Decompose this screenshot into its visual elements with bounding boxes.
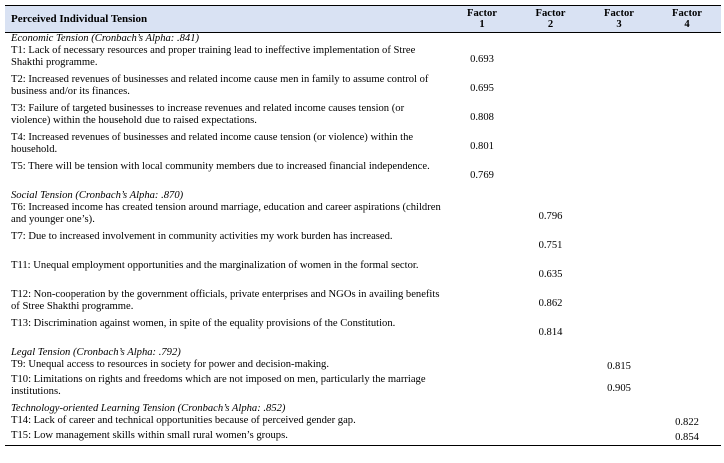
header-label: Perceived Individual Tension [5,6,448,33]
loading-factor-3 [585,415,653,430]
item-text: T5: There will be tension with local community members due to increased financial independence. [11,161,430,172]
group-title: Technology-oriented Learning Tension (Cronbach’s Alpha: .852) [11,403,286,414]
factor-word: Factor [535,8,566,19]
loading-factor-4 [653,318,721,347]
header-factor-4 [653,6,721,33]
loading-factor-4 [653,231,721,260]
header-factor-2 [516,6,585,33]
group-title: Legal Tension (Cronbach’s Alpha: .792) [11,347,181,358]
loading-factor-2 [516,359,585,374]
loading-factor-2 [516,74,585,103]
loading-factor-2 [516,103,585,132]
table-row [5,415,721,430]
loading-factor-2: 0.814 [538,326,563,338]
item-text: T3: Failure of targeted businesses to increase revenues and related income causes tension (or violence) within the household due to raised expectations. [11,103,405,126]
loading-factor-4 [653,103,721,132]
loading-factor-3 [585,45,653,74]
item-text: T6: Increased income has created tension around marriage, education and career aspirations (children and younger one’s). [11,202,441,225]
item-text: T13: Discrimination against women, in spite of the equality provisions of the Constitution. [11,318,396,329]
table-row [5,374,721,403]
loading-factor-4: 0.822 [675,416,699,428]
table-row [5,74,721,103]
loading-factor-2: 0.635 [538,268,563,280]
item-text: T7: Due to increased involvement in community activities my work burden has increased. [11,231,393,242]
loading-factor-1 [448,374,516,403]
loading-factor-4: 0.854 [653,430,721,446]
table-row [5,260,721,289]
loading-factor-3: 0.905 [607,382,631,394]
loading-factor-1 [448,202,516,231]
table-row [5,359,721,374]
factor-word: Factor [672,8,702,19]
loading-factor-4 [653,45,721,74]
loading-factor-3 [585,318,653,347]
loading-factor-2 [516,45,585,74]
loading-factor-1: 0.769 [470,169,494,181]
loading-factor-3 [585,260,653,289]
loading-factor-1: 0.695 [470,82,494,94]
loading-factor-1: 0.808 [470,111,494,123]
loading-factor-4 [653,260,721,289]
table-row [5,231,721,260]
item-text: T2: Increased revenues of businesses and related income cause men in family to assume control of business and/or its finances. [11,74,429,97]
loading-factor-3 [585,430,653,446]
loading-factor-2 [516,415,585,430]
loading-factor-2 [516,430,585,446]
group-heading-row [5,347,721,359]
loading-factor-3 [585,231,653,260]
item-text: T1: Lack of necessary resources and proper training lead to ineffective implementation of Stree Shakthi programme. [11,45,416,68]
factor-number: 1 [479,19,485,30]
loading-factor-2: 0.862 [538,297,563,309]
item-text: T4: Increased revenues of businesses and related income cause tension (or violence) within the household. [11,132,414,155]
factor-word: Factor [467,8,497,19]
table-row [5,318,721,347]
item-text: T14: Lack of career and technical opportunities because of perceived gender gap. [11,415,356,426]
loading-factor-4 [653,202,721,231]
loading-factor-1: 0.801 [470,140,494,152]
table-row [5,45,721,74]
table-row [5,132,721,161]
loading-factor-1 [448,430,516,446]
item-text: T10: Limitations on rights and freedoms which are not imposed on men, particularly the marriage institutions. [11,374,426,397]
item-text: T11: Unequal employment opportunities and the marginalization of women in the formal sector. [11,260,419,271]
table-row [5,103,721,132]
factor-loadings-table-container [5,5,721,446]
group-heading-row [5,403,721,415]
loading-factor-3: 0.815 [607,360,631,372]
loading-factor-1 [448,289,516,318]
loading-factor-4 [653,161,721,190]
table-row [5,202,721,231]
loading-factor-2 [516,132,585,161]
item-text: T12: Non-cooperation by the government officials, private enterprises and NGOs in availing benefits of Stree Shakthi programme. [11,289,440,312]
table-row [5,430,721,446]
factor-word: Factor [604,8,634,19]
loading-factor-3 [585,289,653,318]
loading-factor-3 [585,103,653,132]
factor-number: 4 [684,19,690,30]
loading-factor-3 [585,202,653,231]
factor-number: 2 [547,19,554,30]
header-factor-3 [585,6,653,33]
loading-factor-3 [585,132,653,161]
loading-factor-4 [653,74,721,103]
item-text: T15: Low management skills within small rural women’s groups. [5,430,448,446]
loading-factor-1 [448,231,516,260]
loading-factor-1: 0.693 [470,53,494,65]
loading-factor-4 [653,132,721,161]
header-row [5,6,721,33]
factor-loadings-table [5,5,721,446]
loading-factor-2 [516,161,585,190]
table-row [5,289,721,318]
loading-factor-2: 0.796 [538,210,563,222]
loading-factor-3 [585,74,653,103]
group-title: Economic Tension (Cronbach’s Alpha: .841) [11,33,200,44]
table-row [5,161,721,190]
loading-factor-4 [653,359,721,374]
group-title: Social Tension (Cronbach’s Alpha: .870) [11,190,184,201]
item-text: T9: Unequal access to resources in society for power and decision-making. [11,359,330,370]
loading-factor-4 [653,374,721,403]
loading-factor-2: 0.751 [538,239,563,251]
loading-factor-2 [516,374,585,403]
group-heading-row [5,33,721,46]
factor-number: 3 [616,19,622,30]
loading-factor-4 [653,289,721,318]
loading-factor-1 [448,359,516,374]
loading-factor-1 [448,415,516,430]
loading-factor-3 [585,161,653,190]
loading-factor-1 [448,260,516,289]
group-heading-row [5,190,721,202]
loading-factor-1 [448,318,516,347]
header-factor-1 [448,6,516,33]
